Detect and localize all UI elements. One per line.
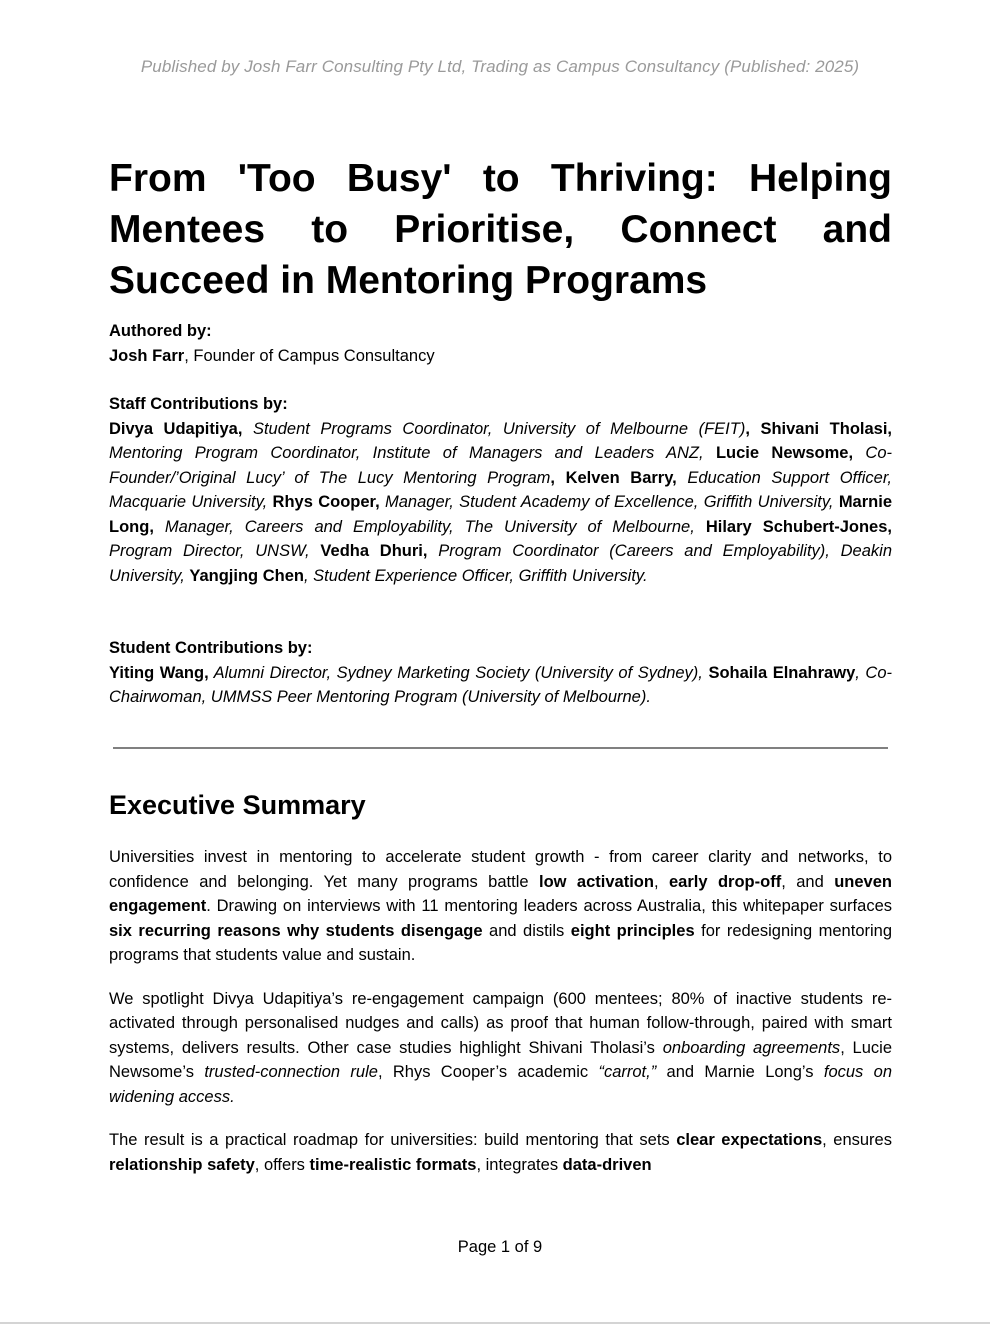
contributor-name: Lucie Newsome, [715, 444, 854, 462]
contributor-name: Rhys Cooper, [272, 493, 380, 511]
title-line-2: Mentees to Prioritise, Connect and [109, 208, 892, 251]
contributor-role: , Student Experience Officer, Griffith University. [303, 566, 648, 585]
text-run: and Marnie Long’s [656, 1063, 824, 1081]
authored-section [109, 319, 892, 368]
staff-contributions-section [109, 392, 892, 588]
summary-paragraph-3 [109, 1128, 892, 1177]
emphasis-relationship-safety: relationship safety [109, 1155, 255, 1174]
text-run: , and [781, 872, 835, 891]
text-run: Universities invest in mentoring to accelerate student growth - from career clarity and networks, to confidence and belonging. Yet many programs battle [109, 848, 892, 891]
document-title [109, 153, 892, 306]
contributor-name: Marnie Long, [109, 493, 892, 536]
author-role: , Founder of Campus Consultancy [184, 346, 435, 365]
summary-paragraph-1 [109, 845, 892, 968]
contributor-role: Mentoring Program Coordinator, Institute of Managers and Leaders ANZ, [109, 444, 716, 462]
text-run: for redesigning mentoring programs that students value and sustain. [109, 921, 892, 964]
text-run: , Lucie Newsome’s [109, 1038, 892, 1081]
summary-paragraph-2 [109, 987, 892, 1110]
text-run: , ensures [822, 1131, 892, 1149]
staff-contributions-label: Staff Contributions by: [109, 395, 288, 413]
emphasis-time-realistic-formats: time-realistic formats [309, 1155, 477, 1174]
contributor-role: , Co-Chairwoman, UMMSS Peer Mentoring Program (University of Melbourne). [109, 663, 892, 706]
emphasis-clear-expectations: clear expectations [676, 1131, 823, 1149]
text-run: The result is a practical roadmap for universities: build mentoring that sets [109, 1131, 677, 1149]
student-contributions-label: Student Contributions by: [109, 639, 313, 657]
emphasis-early-drop-off: early drop-off [669, 872, 782, 891]
student-contributors-list [109, 661, 892, 710]
author-line [109, 344, 892, 369]
emphasis-trusted-connection-rule: trusted-connection rule [204, 1063, 378, 1081]
staff-contributors-list [109, 417, 892, 589]
student-contributions-section [109, 636, 892, 710]
contributor-name: Divya Udapitiya, [109, 419, 243, 438]
emphasis-low-activation: low activation [538, 872, 654, 891]
text-run: , offers [254, 1155, 310, 1174]
title-line-1: From 'Too Busy' to Thriving: Helping [109, 157, 892, 200]
authored-label: Authored by: [109, 322, 212, 340]
contributor-name: , Shivani Tholasi, [745, 419, 893, 438]
contributor-name: Sohaila Elnahrawy [708, 663, 856, 682]
emphasis-six-reasons: six recurring reasons why students disengage [109, 921, 483, 940]
emphasis-data-driven: data-driven [562, 1155, 652, 1174]
title-line-3: Succeed in Mentoring Programs [109, 259, 708, 302]
emphasis-uneven-engagement: uneven engagement [109, 872, 892, 915]
executive-summary-heading: Executive Summary [109, 790, 366, 820]
text-run: , integrates [476, 1155, 563, 1174]
author-name: Josh Farr [109, 346, 185, 365]
emphasis-eight-principles: eight principles [570, 921, 695, 940]
text-run: , Rhys Cooper’s academic [377, 1063, 599, 1081]
contributor-role: Program Director, UNSW, [109, 542, 321, 560]
contributor-role: Manager, Careers and Employability, The University of Melbourne, [153, 517, 706, 536]
contributor-role: Education Support Officer, Macquarie University, [109, 468, 892, 511]
contributor-role: Student Programs Coordinator, University of Melbourne (FEIT) [242, 419, 746, 438]
page-number: Page 1 of 9 [457, 1238, 543, 1256]
contributor-name: Yangjing Chen [189, 566, 304, 585]
text-run: , [653, 872, 669, 891]
publisher-header: Published by Josh Farr Consulting Pty Ltd, Trading as Campus Consultancy (Published: 2025) [140, 57, 860, 76]
contributor-role: Manager, Student Academy of Excellence, Griffith University, [379, 493, 839, 511]
contributor-name: Hilary Schubert-Jones, [705, 517, 892, 536]
contributor-name: Yiting Wang, [109, 663, 209, 682]
contributor-name: Vedha Dhuri, [320, 542, 428, 560]
contributor-role: Alumni Director, Sydney Marketing Society (University of Sydney), [208, 663, 709, 682]
text-run: and distils [482, 921, 571, 940]
contributor-name: , Kelven Barry, [550, 468, 677, 487]
emphasis-carrot: “carrot,” [598, 1063, 657, 1081]
contributor-role: Co-Founder/’Original Lucy’ of The Lucy Mentoring Program [109, 444, 893, 487]
emphasis-onboarding-agreements: onboarding agreements [662, 1038, 841, 1057]
contributor-role: Program Coordinator (Careers and Employability), Deakin University, [109, 542, 892, 585]
horizontal-divider [113, 747, 888, 749]
text-run: . Drawing on interviews with 11 mentoring leaders across Australia, this whitepaper surfaces [206, 897, 892, 915]
executive-summary-body [109, 845, 892, 1180]
text-run: We spotlight Divya Udapitiya’s re-engagement campaign (600 mentees; 80% of inactive students re-activated through personalised nudges and calls) as proof that human follow-through, paired with smart systems, delivers results. Other case studies highlight Shivani Tholasi’s [109, 989, 892, 1057]
emphasis-widening-access: focus on widening access. [109, 1063, 892, 1106]
